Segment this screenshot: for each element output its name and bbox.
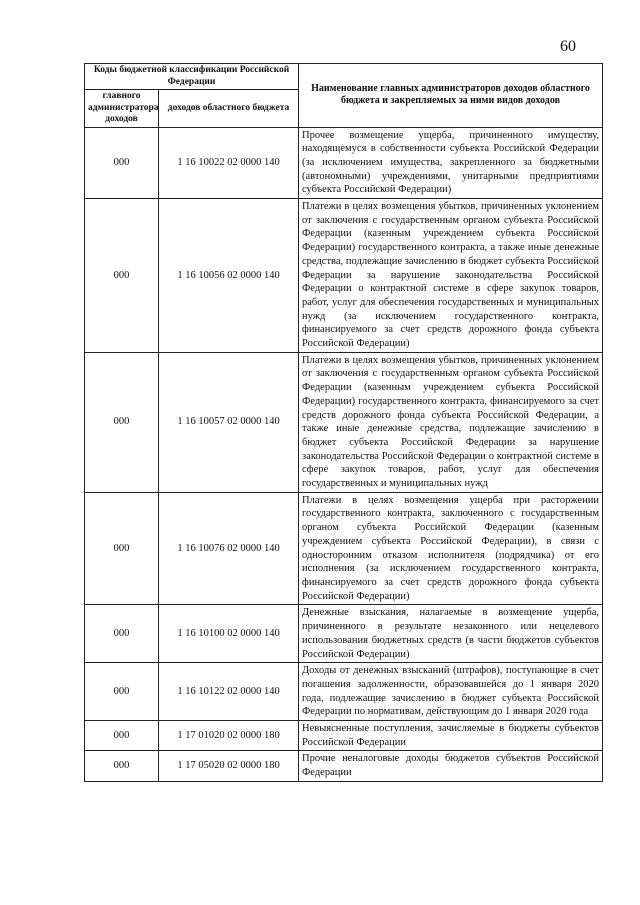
admin-code-cell: 000	[85, 127, 159, 199]
description-cell: Невыясненные поступления, зачисляемые в бюджеты субъектов Российской Федерации	[299, 721, 603, 751]
income-code-cell: 1 16 10100 02 0000 140	[159, 605, 299, 663]
income-code-cell: 1 16 10122 02 0000 140	[159, 663, 299, 721]
table-row	[85, 352, 603, 492]
table-row	[85, 199, 603, 353]
income-code-cell: 1 16 10022 02 0000 140	[159, 127, 299, 199]
admin-code-cell: 000	[85, 352, 159, 492]
admin-code-cell: 000	[85, 605, 159, 663]
header-group-title: Коды бюджетной классификации Российской Федерации	[85, 64, 299, 90]
income-code-cell: 1 16 10057 02 0000 140	[159, 352, 299, 492]
description-cell: Платежи в целях возмещения ущерба при расторжении государственного контракта, заключенного с государственным органом субъекта Российской Федерации (казенным учреждением субъекта Российской Федерации), в связи с односторонним отказом исполнителя (подрядчика) от его исполнения (за исключением государственного контракта, финансируемого за счет средств дорожного фонда субъекта Российской Федерации)	[299, 492, 603, 605]
header-col-admin: главного администратора доходов	[85, 90, 159, 128]
description-cell: Доходы от денежных взысканий (штрафов), поступающие в счет погашения задолженности, образовавшейся до 1 января 2020 года, подлежащие зачислению в бюджет субъекта Российской Федерации по нормативам, действующим до 1 января 2020 года	[299, 663, 603, 721]
table-row	[85, 721, 603, 751]
table-body	[85, 127, 603, 781]
admin-code-cell: 000	[85, 751, 159, 781]
budget-classification-table	[84, 63, 603, 782]
admin-code-cell: 000	[85, 721, 159, 751]
description-cell: Платежи в целях возмещения убытков, причиненных уклонением от заключения с государственным органом субъекта Российской Федерации (казенным учреждением субъекта Российской Федерации) государственного контракта, финансируемого за счет средств дорожного фонда субъекта Российской Федерации, а также иные денежные средства, подлежащие зачислению в бюджет субъекта Российской Федерации за нарушение законодательства Российской Федерации о контрактной системе в сфере закупок товаров, работ, услуг для обеспечения государственных и муниципальных нужд	[299, 352, 603, 492]
income-code-cell: 1 17 05020 02 0000 180	[159, 751, 299, 781]
description-cell: Платежи в целях возмещения убытков, причиненных уклонением от заключения с государственным органом субъекта Российской Федерации (казенным учреждением субъекта Российской Федерации) государственного контракта, а также иные денежные средства, подлежащие зачислению в бюджет субъекта Российской Федерации за нарушение законодательства Российской Федерации о контрактной системе в сфере закупок товаров, работ, услуг для обеспечения государственных и муниципальных нужд (за исключением государственного контракта, финансируемого за счет средств дорожного фонда субъекта Российской Федерации)	[299, 199, 603, 353]
description-cell: Прочие неналоговые доходы бюджетов субъектов Российской Федерации	[299, 751, 603, 781]
description-cell: Прочее возмещение ущерба, причиненного имуществу, находящемуся в собственности субъекта Российской Федерации (за исключением имущества, закрепленного за бюджетными (автономными) учреждениями, унитарными предприятиями субъекта Российской Федерации)	[299, 127, 603, 199]
income-code-cell: 1 16 10056 02 0000 140	[159, 199, 299, 353]
table-row	[85, 751, 603, 781]
income-code-cell: 1 16 10076 02 0000 140	[159, 492, 299, 605]
header-col-income: доходов областного бюджета	[159, 90, 299, 128]
table-row	[85, 605, 603, 663]
table-row	[85, 127, 603, 199]
admin-code-cell: 000	[85, 199, 159, 353]
table-row	[85, 663, 603, 721]
admin-code-cell: 000	[85, 492, 159, 605]
income-code-cell: 1 17 01020 02 0000 180	[159, 721, 299, 751]
header-col-name: Наименование главных администраторов доходов областного бюджета и закрепляемых за ними видов доходов	[299, 64, 603, 128]
page-number: 60	[560, 38, 576, 55]
admin-code-cell: 000	[85, 663, 159, 721]
description-cell: Денежные взыскания, налагаемые в возмещение ущерба, причиненного в результате незаконного или нецелевого использования бюджетных средств (в части бюджетов субъектов Российской Федерации)	[299, 605, 603, 663]
table-row	[85, 492, 603, 605]
